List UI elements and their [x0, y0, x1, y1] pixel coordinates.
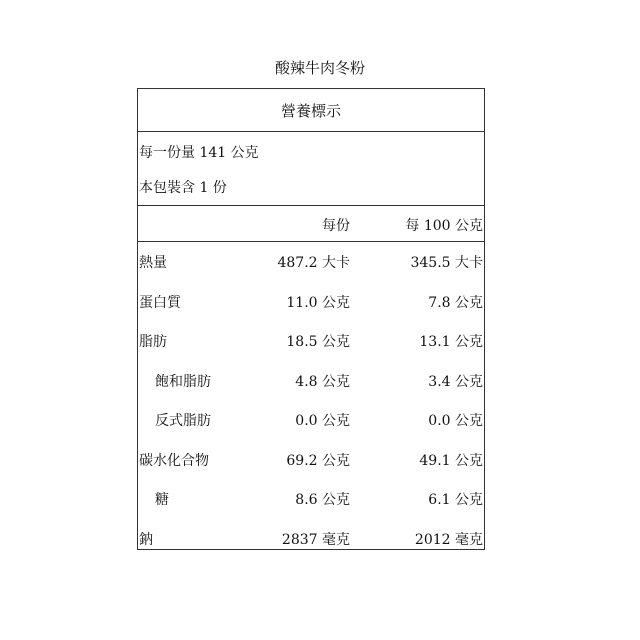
label-heading: 營養標示	[280, 102, 341, 120]
nutrition-label	[137, 88, 485, 550]
nutrient-row	[138, 409, 484, 433]
nutrient-per-100g: 7.8 公克	[428, 294, 483, 311]
divider-servings	[138, 205, 484, 206]
nutrient-name: 熱量	[139, 255, 167, 271]
nutrient-name: 糖	[155, 492, 169, 508]
nutrient-per-100g: 6.1 公克	[428, 492, 483, 508]
nutrient-per-serving: 2837 毫克	[281, 531, 350, 548]
nutrient-per-serving: 4.8 公克	[295, 373, 350, 390]
serving-size: 每一份量 141 公克	[139, 145, 259, 161]
nutrient-row	[138, 449, 484, 473]
nutrient-name: 蛋白質	[139, 294, 181, 311]
nutrient-per-100g: 345.5 大卡	[410, 255, 483, 271]
nutrient-per-serving: 18.5 公克	[286, 334, 350, 350]
column-header-per-100g: 每 100 公克	[405, 218, 483, 234]
nutrient-row	[138, 330, 484, 354]
nutrient-per-100g: 13.1 公克	[419, 334, 483, 350]
nutrient-row	[138, 488, 484, 512]
nutrient-per-serving: 487.2 大卡	[277, 255, 350, 271]
nutrient-per-100g: 3.4 公克	[428, 373, 483, 390]
nutrient-name: 碳水化合物	[139, 452, 209, 469]
nutrient-row	[138, 370, 484, 394]
nutrient-per-serving: 11.0 公克	[286, 294, 350, 311]
nutrient-name: 脂肪	[139, 334, 167, 350]
nutrient-name: 飽和脂肪	[155, 373, 211, 390]
nutrient-per-serving: 0.0 公克	[295, 413, 350, 429]
divider-columns	[138, 241, 484, 242]
divider-heading	[138, 131, 484, 132]
nutrient-per-serving: 69.2 公克	[286, 452, 350, 469]
nutrient-row	[138, 528, 484, 552]
column-header-row	[138, 214, 484, 238]
nutrient-per-100g: 49.1 公克	[419, 452, 483, 469]
column-header-per-serving: 每份	[322, 218, 350, 234]
nutrient-row	[138, 291, 484, 315]
nutrient-row	[138, 251, 484, 275]
nutrient-per-100g: 0.0 公克	[428, 413, 483, 429]
nutrient-per-100g: 2012 毫克	[414, 531, 483, 548]
nutrient-per-serving: 8.6 公克	[295, 492, 350, 508]
servings-per-package: 本包裝含 1 份	[139, 180, 227, 196]
nutrient-name: 反式脂肪	[155, 413, 211, 429]
nutrient-name: 鈉	[139, 531, 153, 548]
product-title: 酸辣牛肉冬粉	[274, 59, 365, 77]
